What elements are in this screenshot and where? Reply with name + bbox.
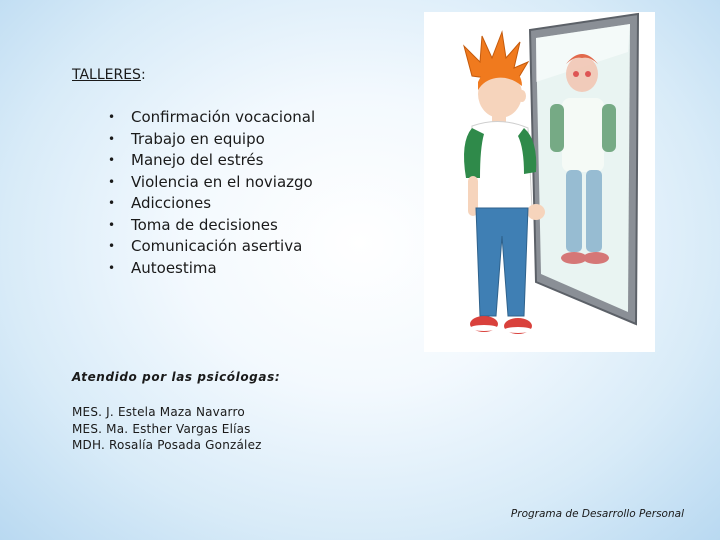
- workshop-label: Manejo del estrés: [131, 151, 264, 169]
- list-item: [108, 236, 315, 258]
- bullet-icon: •: [108, 131, 116, 146]
- program-footer: Programa de Desarrollo Personal: [510, 508, 684, 520]
- workshop-list: [108, 107, 315, 279]
- staff-list: [72, 404, 262, 454]
- bullet-icon: •: [108, 174, 116, 189]
- staff-item: MES. Ma. Esther Vargas Elías: [72, 421, 251, 436]
- list-item: [108, 193, 315, 215]
- workshop-label: Toma de decisiones: [131, 215, 278, 234]
- title-text: TALLERES: [72, 67, 141, 83]
- attended-by-heading: Atendido por las psicólogas:: [72, 370, 281, 384]
- bullet-icon: •: [108, 110, 116, 124]
- bullet-icon: •: [108, 260, 116, 275]
- bullet-icon: •: [108, 217, 116, 232]
- boy-mirror-image: [424, 12, 655, 352]
- section-title: [72, 66, 146, 84]
- list-item: [108, 258, 315, 280]
- workshop-label: Autoestima: [131, 258, 217, 277]
- bullet-icon: •: [108, 239, 116, 253]
- workshop-label: Adicciones: [131, 194, 212, 212]
- list-item: [108, 107, 315, 129]
- bullet-icon: •: [108, 153, 116, 167]
- list-item: [108, 129, 315, 151]
- staff-item: MDH. Rosalía Posada González: [72, 438, 262, 452]
- title-colon: :: [140, 67, 146, 83]
- bullet-icon: •: [108, 196, 116, 210]
- list-item: [108, 150, 315, 172]
- workshop-label: Trabajo en equipo: [131, 129, 265, 148]
- staff-item: MES. J. Estela Maza Navarro: [72, 405, 245, 419]
- list-item: [108, 172, 315, 194]
- workshop-label: Confirmación vocacional: [131, 108, 316, 126]
- workshop-label: Comunicación asertiva: [131, 237, 303, 255]
- list-item: [108, 215, 315, 237]
- workshop-label: Violencia en el noviazgo: [131, 172, 313, 191]
- mirror-illustration: [424, 12, 655, 352]
